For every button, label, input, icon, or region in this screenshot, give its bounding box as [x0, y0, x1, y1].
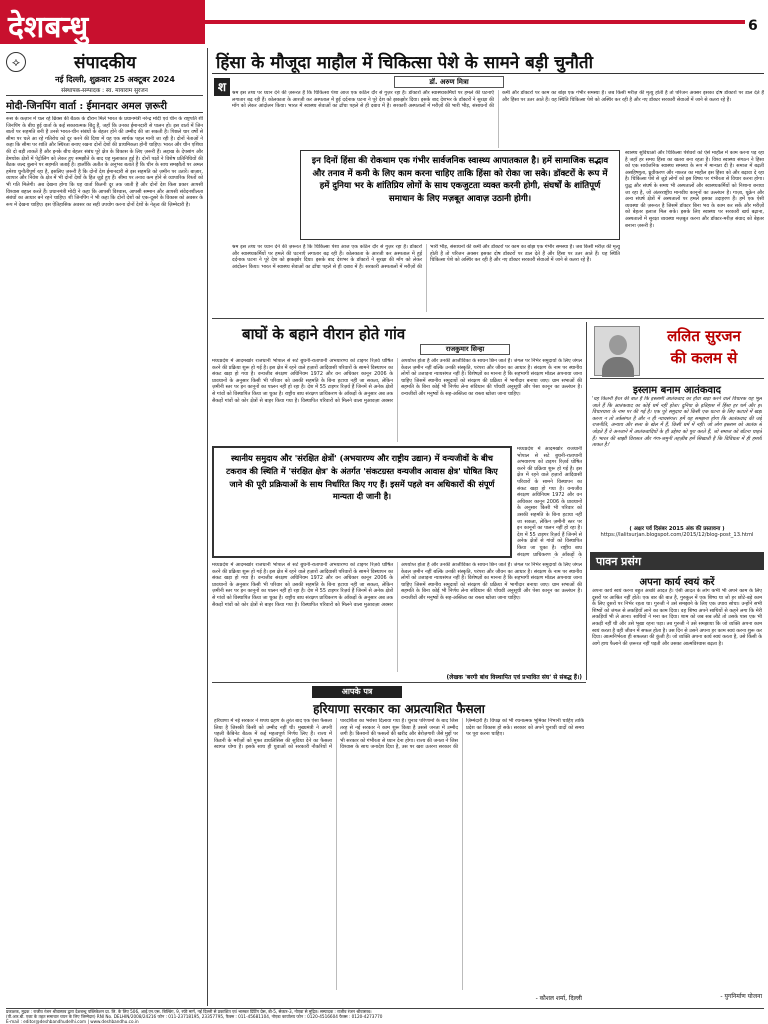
- health-dropcap: श: [214, 78, 230, 96]
- tiger-body-bottom-text: मध्यप्रदेश में आदमखोर राजधानी भोपाल से सटे बुधनी-रातापानी अभयारण्य को टाइगर रिज़र्व घोषित करने की प्रक्रिया शुरू हो गई है। इस क्षेत्र में रहने वाले हज़ारों आदिवासी परिवारों के सामने विस्थापन का संकट खड़ा हो गया है। वन्यजीव संरक्षण अधिनियम 1972 और वन अधिकार कानून 2006 के प्रावधानों के अनुसार किसी भी परिवार को उसकी सहमति के बिना हटाया नहीं जा सकता, लेकिन ज़मीनी स्तर पर इन कानूनों का पालन नहीं हो रहा है। देश में 55 टाइगर रिज़र्व हैं जिनमें से अनेक क्षेत्रों से गांवों को विस्थापित किया जा चुका है। राष्ट्रीय बाघ संरक्षण प्राधिकरण के आँकड़ों के अनुसार अब तक सैकड़ों गांवों को कोर क्षेत्रों से बाहर किया गया है। विस्थापित परिवारों को मिलने वाला मुआवज़ा अक्सर अपर्याप्त होता है और उनकी आजीविका के साधन छिन जाते हैं। जंगल पर निर्भर समुदायों के लिए जंगल केवल ज़मीन नहीं बल्कि उनकी संस्कृति, परंपरा और जीवन का आधार है। संरक्षण के नाम पर स्थानीय लोगों को उजाड़ना न्यायसंगत नहीं है। विशेषज्ञों का मानना है कि सहभागी संरक्षण मॉडल अपनाया जाना चाहिए जिसमें स्थानीय समुदायों को संरक्षण की प्रक्रिया में भागीदार बनाया जाए। ग्राम सभाओं की सहमति के बिना कोई भी निर्णय लेना संविधान की पाँचवीं अनुसूची और पेसा कानून का उल्लंघन है। वन्यजीवों और मनुष्यों के सह-अस्तित्व का रास्ता खोजा जाना चाहिए।: [212, 562, 582, 608]
- lalit-section: [590, 322, 764, 548]
- editorial-body: रूस के कज़ान में चल रहे ब्रिक्स की बैठक के दौरान मिले भारत के प्रधानमंत्री नरेन्द्र मोदी एवं चीन के राष्ट्रपति शी जिनपिंग के बीच हुई वार्ता के कई सकारात्मक बिंदु हैं, जहाँ कि उनका ईमानदारी से पालन हो। इस वार्ता में जिन बातों पर सहमति बनी है उनसे भारत-चीन संबंधों के बेहतर होने की उम्मीद की जा सकती है। पिछले चार वर्षों से सीमा पर चले आ रहे गतिरोध को दूर करने की दिशा में यह एक सार्थक पहल मानी जा रही है। दोनों नेताओं ने कहा कि सीमा पर शांति और स्थिरता बनाए रखना दोनों देशों की प्राथमिकता होनी चाहिए। भारत और चीन एशिया की दो बड़ी ताकतें हैं और इनके बीच बेहतर संबंध पूरे क्षेत्र के विकास के लिए ज़रूरी हैं। लद्दाख के देपसांग और डेमचोक क्षेत्रों में पेट्रोलिंग को लेकर हुए समझौते के बाद यह मुलाकात हुई है। दोनों पक्षों ने विशेष प्रतिनिधियों की बैठक जल्द बुलाने पर सहमति जताई है। हालाँकि अतीत के अनुभव बताते हैं कि चीन के साथ समझौतों पर अमल हमेशा चुनौतीपूर्ण रहा है, इसलिए ज़रूरी है कि दोनों देश ईमानदारी से इस सहमति को ज़मीन पर उतारें। बाज़ार, व्यापार और निवेश के क्षेत्र में भी दोनों देशों के हित जुड़े हुए हैं। सीमा पर तनाव कम होने से व्यापारिक रिश्तों को भी गति मिलेगी। अब देखना होगा कि यह वार्ता कितनी दूर तक जाती है और दोनों देश किस प्रकार आपसी विश्वास बहाल करते हैं। प्रधानमंत्री मोदी ने कहा कि आपसी विश्वास, आपसी सम्मान और आपसी संवेदनशीलता संबंधों का आधार बने रहने चाहिए। शी जिनपिंग ने भी कहा कि दोनों देशों को एक-दूसरे के विकास को अवसर के रूप में देखना चाहिए। इस ऐतिहासिक अवसर का सही उपयोग करना दोनों देशों के नेतृत्व की ज़िम्मेदारी है।: [6, 116, 203, 208]
- masthead-brand: देशबन्धु: [8, 10, 89, 44]
- tiger-headline-row: [212, 322, 582, 344]
- health-pullquote: इन दिनों हिंसा की रोकथाम एक गंभीर सार्वजनिक स्वास्थ्य आपातकाल है। हमें सामाजिक सद्भाव और तनाव में कमी के लिए काम करना चाहिए ताकि हिंसा को रोका जा सके। डॉक्टरों के रूप में हमें दुनिया भर के शांतिप्रिय लोगों के साथ एकजुटता व्यक्त करनी होगी, संघर्षों के शांतिपूर्ण समाधान के लिए मज़बूत आवाज़ उठानी होगी।: [311, 156, 609, 204]
- letters-section: [212, 684, 586, 1008]
- pawan-section: [590, 552, 764, 1008]
- editorial-logo: [6, 52, 26, 72]
- health-headline: हिंसा के मौजूदा माहौल में चिकित्सा पेशे के सामने बड़ी चुनौती: [216, 53, 593, 73]
- editorial-founder: संस्थापक-सम्पादक : स्व. मायाराम सुरजन: [61, 88, 148, 94]
- letters-author: - कौशल शर्मा, दिल्ली: [535, 995, 582, 1002]
- tiger-body-top: मध्यप्रदेश में आदमखोर राजधानी भोपाल से सटे बुधनी-रातापानी अभयारण्य को टाइगर रिज़र्व घोषित करने की प्रक्रिया शुरू हो गई है। इस क्षेत्र में रहने वाले हज़ारों आदिवासी परिवारों के सामने विस्थापन का संकट खड़ा हो गया है। वन्यजीव संरक्षण अधिनियम 1972 और वन अधिकार कानून 2006 के प्रावधानों के अनुसार किसी भी परिवार को उसकी सहमति के बिना हटाया नहीं जा सकता, लेकिन ज़मीनी स्तर पर इन कानूनों का पालन नहीं हो रहा है। देश में 55 टाइगर रिज़र्व हैं जिनमें से अनेक क्षेत्रों से गांवों को विस्थापित किया जा चुका है। राष्ट्रीय बाघ संरक्षण प्राधिकरण के आँकड़ों के अनुसार अब तक सैकड़ों गांवों को कोर क्षेत्रों से बाहर किया गया है। विस्थापित परिवारों को मिलने वाला मुआवज़ा अक्सर अपर्याप्त होता है और उनकी आजीविका के साधन छिन जाते हैं। जंगल पर निर्भर समुदायों के लिए जंगल केवल ज़मीन नहीं बल्कि उनकी संस्कृति, परंपरा और जीवन का आधार है। संरक्षण के नाम पर स्थानीय लोगों को उजाड़ना न्यायसंगत नहीं है। विशेषज्ञों का मानना है कि सहभागी संरक्षण मॉडल अपनाया जाना चाहिए जिसमें स्थानीय समुदायों को संरक्षण की प्रक्रिया में भागीदार बनाया जाए। ग्राम सभाओं की सहमति के बिना कोई भी निर्णय लेना संविधान की पाँचवीं अनुसूची और पेसा कानून का उल्लंघन है। वन्यजीवों और मनुष्यों के सह-अस्तित्व का रास्ता खोजा जाना चाहिए।: [212, 358, 582, 404]
- lalit-source: ( अक्षर पर्व दिसंबर 2015 अंक की प्रस्तावना ): [629, 526, 725, 532]
- health-pullquote-box: [300, 150, 620, 240]
- tiger-headline: बाघों के बहाने वीरान होते गांव: [242, 325, 406, 343]
- letters-section-title: आपके पत्र: [341, 687, 373, 696]
- pawan-body: अपना कार्य स्वयं करना बहुत अच्छी आदत है। ऐसी आदत के लोग कभी भी अपने काम के लिए दूसरों पर आश्रित नहीं होते। एक बार की बात है, गुरुकुल में एक शिष्य था जो हर छोटे-बड़े काम के लिए दूसरों पर निर्भर रहता था। गुरुजी ने उसे समझाने के लिए एक उपाय सोचा। उन्होंने सभी शिष्यों को जंगल से लकड़ियाँ लाने का काम दिया। वह शिष्य अपने साथियों से कहने लगा कि मेरी लकड़ियाँ भी ले आना। साथियों ने मना कर दिया। शाम को जब सब लौटे तो उसके पास एक भी लकड़ी नहीं थी और उसे भूखा रहना पड़ा। तब गुरुजी ने उसे समझाया कि जो व्यक्ति अपना काम स्वयं करता है वही जीवन में सफल होता है। उस दिन से उसने अपना हर काम स्वयं करना शुरू कर दिया। आत्मनिर्भरता ही सफलता की कुंजी है। जो व्यक्ति अपना कार्य स्वयं करता है, उसे किसी के आगे हाथ फैलाने की ज़रूरत नहीं पड़ती और उसका आत्मविश्वास बढ़ता है।: [592, 588, 762, 647]
- letters-title: हरियाणा सरकार का अप्रत्याशित फैसला: [313, 702, 485, 716]
- lalit-title-1: ललित सुरजन: [667, 327, 741, 345]
- pawan-credit: - युगनिर्माण योजना: [720, 993, 762, 1000]
- health-body-side: स्वास्थ्य सुविधाओं और चिकित्सा पेशेवरों को ऐसे माहौल में काम करना पड़ रहा है जहाँ हर समय हिंसा का खतरा बना रहता है। विश्व स्वास्थ्य संगठन ने हिंसा को एक सार्वजनिक स्वास्थ्य समस्या के रूप में मान्यता दी है। समाज में बढ़ती असहिष्णुता, ध्रुवीकरण और नफ़रत का माहौल इस हिंसा को और बढ़ावा दे रहा है। चिकित्सा पेशे से जुड़े लोगों को इस विषय पर गंभीरता से विचार करना होगा। युद्ध और संघर्ष के समय भी अस्पतालों और स्वास्थ्यकर्मियों को निशाना बनाया जा रहा है, जो अंतरराष्ट्रीय मानवीय कानूनों का उल्लंघन है। गाज़ा, यूक्रेन और अन्य संघर्ष क्षेत्रों में अस्पतालों पर हमले इसका उदाहरण हैं। हमें एक ऐसी व्यवस्था की ज़रूरत है जिसमें डॉक्टर बिना भय के काम कर सकें और मरीज़ों को बेहतर इलाज मिल सके। इसके लिए स्वास्थ्य पर सरकारी खर्च बढ़ाना, अस्पतालों में सुरक्षा व्यवस्था मज़बूत करना और डॉक्टर-मरीज़ संवाद को बेहतर बनाना ज़रूरी है।: [625, 150, 764, 229]
- author-byline-box: [394, 76, 504, 88]
- tiger-body-bottom: [212, 562, 582, 672]
- page-number: 6: [748, 18, 758, 34]
- portrait-head-icon: [609, 335, 627, 355]
- editorial-dateline: नई दिल्ली, शुक्रवार 25 अक्टूबर 2024: [55, 75, 175, 84]
- imprint-line-3: E-mail : editor@deshbandhudelhi.com | www.deshbandhu.co.in: [6, 1019, 139, 1024]
- health-author: डॉ. अरुण मित्रा: [429, 78, 469, 86]
- tiger-pullquote-box: [212, 446, 512, 558]
- portrait-body-icon: [602, 357, 634, 377]
- lalit-title-2: की कलम से: [670, 349, 738, 367]
- tiger-tagline: (लेखक 'बरगी बांध विस्थापित एवं प्रभावित संघ' से संबद्ध हैं।): [446, 674, 582, 681]
- tiger-author-box: [420, 344, 510, 355]
- pawan-title: अपना कार्य स्वयं करें: [639, 577, 715, 588]
- health-body-bottom-text: श्रम इस तथ्य पर ध्यान देने की ज़रूरत है कि चिकित्सा पेशा आज एक कठिन दौर से गुज़र रहा है। डॉक्टरों और स्वास्थ्यकर्मियों पर हमले की घटनाएँ लगातार बढ़ रही हैं। कोलकाता के आरजी कर अस्पताल में हुई दर्दनाक घटना ने पूरे देश को झकझोर दिया। इसके बाद देशभर के डॉक्टरों ने सुरक्षा की माँग को लेकर आंदोलन किया। भारत में स्वास्थ्य सेवाओं का ढाँचा पहले से ही दबाव में है। सरकारी अस्पतालों में मरीज़ों की भारी भीड़, संसाधनों की कमी और डॉक्टरों पर काम का बोझ एक गंभीर समस्या है। जब किसी मरीज़ की मृत्यु होती है तो परिजन अक्सर इसका दोष डॉक्टरों पर डाल देते हैं और हिंसा पर उतर आते हैं। यह स्थिति चिकित्सा पेशे को अस्थिर कर रही है और नए डॉक्टर सरकारी सेवाओं में जाने से कतरा रहे हैं।: [232, 244, 620, 270]
- imprint-line-1: प्रकाशक, मुद्रक : राजीव रंजन श्रीवास्तव द्वारा देशबन्धु पब्लिकेशन प्रा. लि. के लिए 506, आई.एन.एस. बिल्डिंग, 9, रफी मार्ग, नई दिल्ली से प्रकाशित एवं भास्कर प्रिंटिंग प्रेस, बी-5, सेक्टर-3, नोएडा से मुद्रित। सम्पादक : राजीव रंजन श्रीवास्तव।: [6, 1009, 372, 1014]
- editorial-section-title: संपादकीय: [74, 53, 136, 73]
- editorial-headline: मोदी-जिनपिंग वार्ता : ईमानदार अमल ज़रूरी: [6, 101, 167, 112]
- tiger-author: राजकुमार सिन्हा: [445, 345, 485, 353]
- letters-body: हरियाणा में नई सरकार ने शपथ ग्रहण के तुरंत बाद एक ऐसा फैसला लिया है जिसकी किसी को उम्मीद नहीं थी। मुख्यमंत्री ने अपनी पहली कैबिनेट बैठक में कई महत्वपूर्ण निर्णय लिए हैं। राज्य में किडनी के मरीज़ों को मुफ्त डायलिसिस की सुविधा देने का फैसला स्वागत योग्य है। इसके साथ ही युवाओं को सरकारी नौकरियों में पारदर्शिता का भरोसा दिलाया गया है। चुनाव परिणामों के बाद जिस तरह से नई सरकार ने काम शुरू किया है उससे जनता में उम्मीद जगी है। किसानों की फसलों की खरीद और बेरोज़गारी जैसे मुद्दों पर भी सरकार को गंभीरता से ध्यान देना होगा। राज्य की जनता ने जिस विश्वास के साथ जनादेश दिया है, उस पर खरा उतरना सरकार की ज़िम्मेदारी है। विपक्ष को भी रचनात्मक भूमिका निभानी चाहिए ताकि प्रदेश का विकास हो सके। सरकार को अपने चुनावी वादों को समय पर पूरा करना चाहिए।: [214, 718, 584, 751]
- health-headline-bar: [212, 48, 764, 74]
- imprint-line-2: (पी.आर.बी. एक्ट के तहत समाचार चयन के लिए जिम्मेदार) RNI No. DELHIN/2008/24216 फोन : 011-23718195, 23357795, फैक्स : 011-45681104, नोएडा कार्यालय फोन : 0120-4516604 फैक्स : 0120-4273770: [6, 1014, 383, 1019]
- lalit-body: 'यह कितनी हैरत की बात है कि इस्लामी आतंकवाद का हौवा खड़ा करने वाले विचारक यह भूल जाते हैं कि आतंकवाद का कोई धर्म नहीं होता। दुनिया के इतिहास में हिंसा हर धर्म और हर विचारधारा के नाम पर की गई है। एक पूरे समुदाय को किसी एक घटना के लिए कटघरे में खड़ा करना न तो तर्कसंगत है और न ही न्यायसंगत। हमें यह समझना होगा कि आतंकवाद की जड़ें राजनीति, अन्याय और सत्ता के खेल में हैं, किसी धर्म में नहीं। जो लोग इस्लाम को आतंक से जोड़ते हैं वे अनजाने में आतंकवादियों के ही उद्देश्य को पूरा करते हैं, जो समाज को बाँटना चाहते हैं। भारत की साझी विरासत और गंगा-जमुनी तहज़ीब हमें सिखाती है कि विविधता में ही हमारी ताकत है।': [592, 396, 762, 449]
- health-body-bottom: [232, 244, 620, 312]
- health-body-top: श्रम इस तथ्य पर ध्यान देने की ज़रूरत है कि चिकित्सा पेशा आज एक कठिन दौर से गुज़र रहा है। डॉक्टरों और स्वास्थ्यकर्मियों पर हमले की घटनाएँ लगातार बढ़ रही हैं। कोलकाता के आरजी कर अस्पताल में हुई दर्दनाक घटना ने पूरे देश को झकझोर दिया। इसके बाद देशभर के डॉक्टरों ने सुरक्षा की माँग को लेकर आंदोलन किया। भारत में स्वास्थ्य सेवाओं का ढाँचा पहले से ही दबाव में है। सरकारी अस्पतालों में मरीज़ों की भारी भीड़, संसाधनों की कमी और डॉक्टरों पर काम का बोझ एक गंभीर समस्या है। जब किसी मरीज़ की मृत्यु होती है तो परिजन अक्सर इसका दोष डॉक्टरों पर डाल देते हैं और हिंसा पर उतर आते हैं। यह स्थिति चिकित्सा पेशे को अस्थिर कर रही है और नए डॉक्टर सरकारी सेवाओं में जाने से कतरा रहे हैं।: [232, 90, 764, 110]
- masthead: [0, 0, 768, 44]
- imprint-footer: [6, 1009, 764, 1024]
- tiger-body-side: मध्यप्रदेश में आदमखोर राजधानी भोपाल से सटे बुधनी-रातापानी अभयारण्य को टाइगर रिज़र्व घोषित करने की प्रक्रिया शुरू हो गई है। इस क्षेत्र में रहने वाले हज़ारों आदिवासी परिवारों के सामने विस्थापन का संकट खड़ा हो गया है। वन्यजीव संरक्षण अधिनियम 1972 और वन अधिकार कानून 2006 के प्रावधानों के अनुसार किसी भी परिवार को उसकी सहमति के बिना हटाया नहीं जा सकता, लेकिन ज़मीनी स्तर पर इन कानूनों का पालन नहीं हो रहा है। देश में 55 टाइगर रिज़र्व हैं जिनमें से अनेक क्षेत्रों से गांवों को विस्थापित किया जा चुका है। राष्ट्रीय बाघ संरक्षण प्राधिकरण के आँकड़ों के: [517, 446, 582, 558]
- editorial-column: [6, 48, 203, 1008]
- pawan-section-title: पावन प्रसंग: [596, 555, 642, 568]
- lalit-link[interactable]: https://lalitsurjan.blogspot.com/2015/12/blog-post_13.html: [600, 532, 754, 538]
- lalit-subtitle: इस्लाम बनाम आतंकवाद: [632, 385, 721, 396]
- masthead-bar: [205, 20, 745, 24]
- logo-icon: ⟡: [12, 55, 20, 69]
- tiger-pullquote: स्थानीय समुदाय और 'संरक्षित क्षेत्रों' (अभयारण्य और राष्ट्रीय उद्यान) में वन्यजीवों के बीच टकराव की स्थिति में 'संरक्षित क्षेत्र' के अंतर्गत 'संकटग्रस्त वन्यजीव आवास क्षेत्र' घोषित किए जाने की पूरी प्रक्रियाओं के साथ निर्धारित किए गए हैं। इसमें पहले वन अधिकारों की संपूर्ण मान्यता दी जानी है।: [226, 453, 498, 502]
- lalit-portrait: [594, 326, 640, 376]
